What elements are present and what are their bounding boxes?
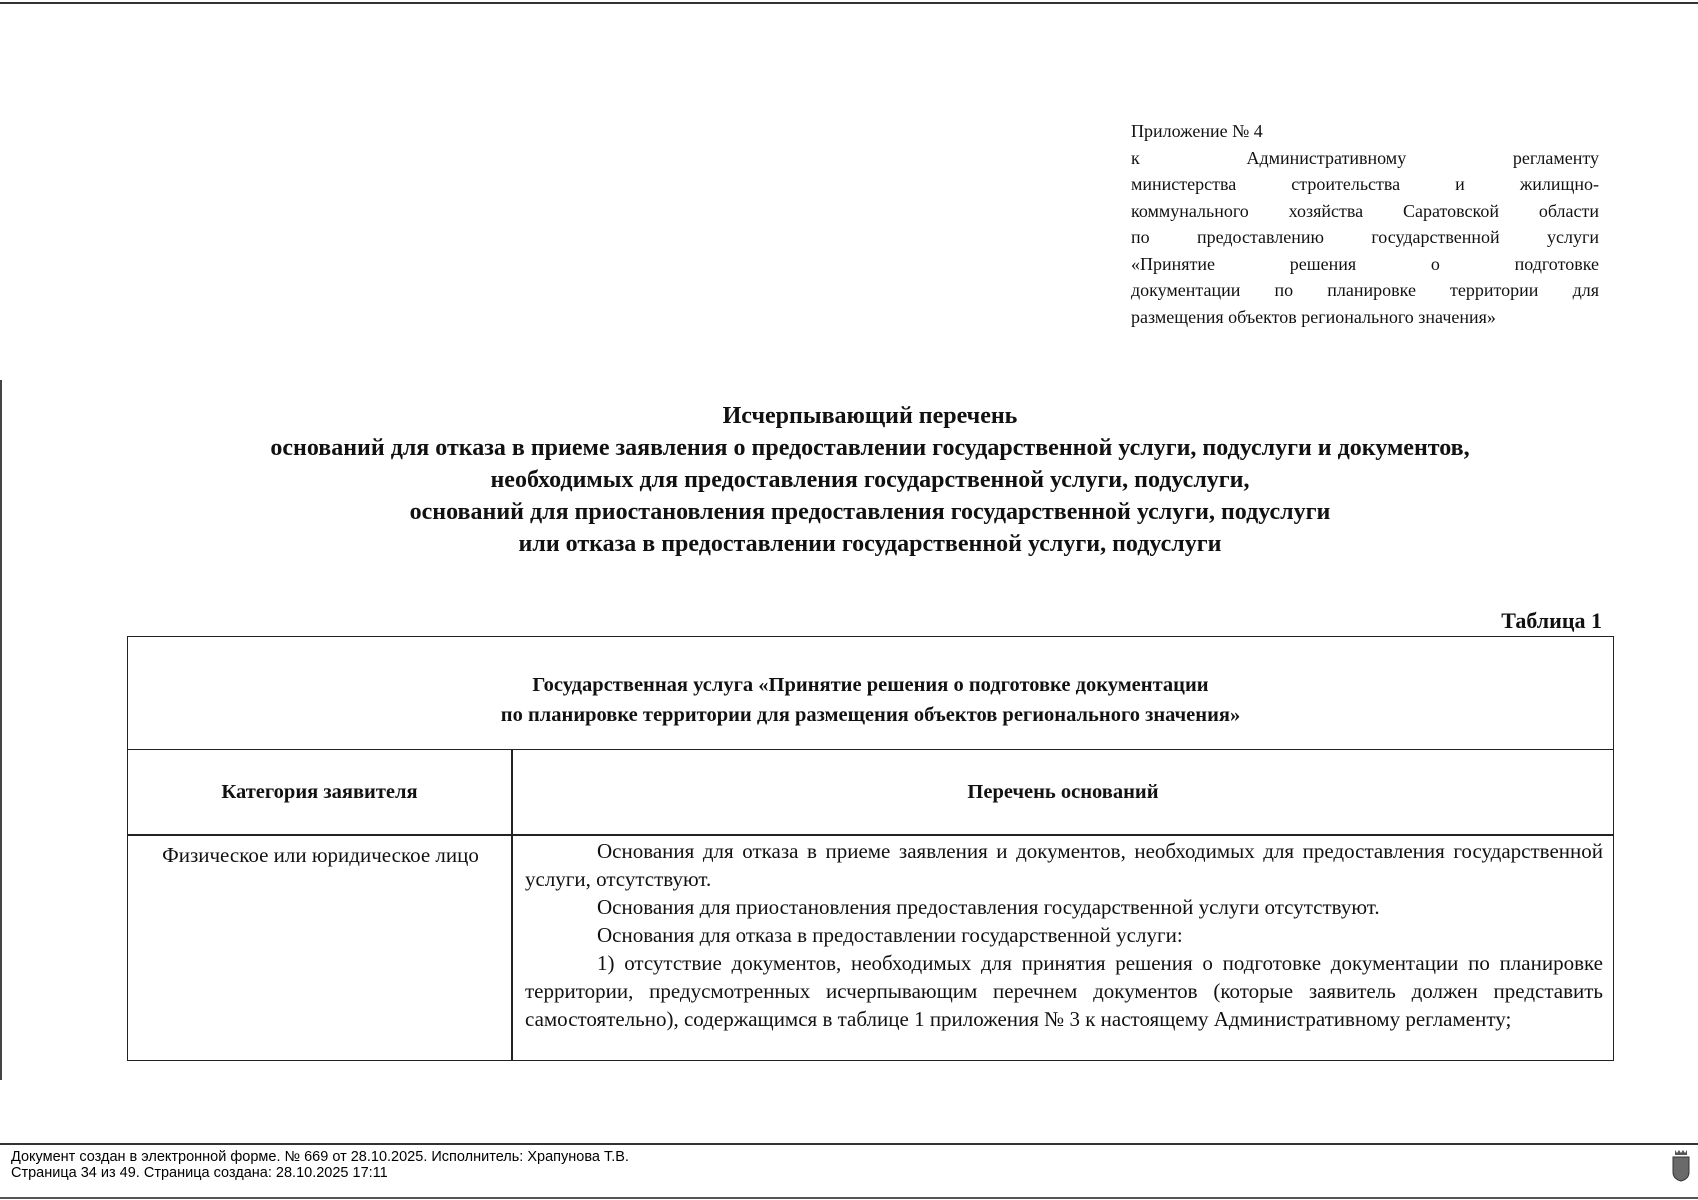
column-header-reasons: Перечень оснований — [967, 780, 1159, 803]
title-line: или отказа в предоставлении государственной услуги, подуслуги — [518, 531, 1222, 557]
title-line: оснований для приостановления предоставления государственной услуги, подуслуги — [409, 499, 1331, 525]
coat-of-arms-icon — [1671, 1148, 1691, 1182]
title-line: оснований для отказа в приеме заявления о предоставлении государственной услуги, подуслуги и документов, — [270, 435, 1470, 461]
footer-line-2: Страница 34 из 49. Страница создана: 28.10.2025 17:11 — [11, 1165, 388, 1181]
appendix-line: коммунального хозяйства Саратовской области — [1131, 200, 1599, 221]
service-header-line: по планировке территории для размещения объектов регионального значения» — [500, 704, 1241, 726]
appendix-line: Приложение № 4 — [1131, 121, 1263, 141]
appendix-line: размещения объектов регионального значения» — [1131, 306, 1496, 327]
table-label: Таблица 1 — [1501, 608, 1602, 633]
reason-paragraph: Основания для отказа в предоставлении государственной услуги: — [597, 923, 1183, 947]
service-header-line: Государственная услуга «Принятие решения о подготовке документации — [532, 674, 1209, 696]
appendix-header — [1131, 118, 1599, 330]
scan-border-bottom — [0, 1197, 1698, 1199]
reason-paragraph: Основания для приостановления предоставления государственной услуги отсутствуют. — [597, 895, 1380, 919]
reason-paragraph: 1) отсутствие документов, необходимых для принятия решения о подготовке документации по планировке территории, предусмотренных исчерпывающим перечнем документов (которые заявитель должен представить самостоятельно), содержащимся в таблице 1 приложения № 3 к настоящему Административному регламенту; — [525, 951, 1603, 1031]
appendix-line: министерства строительства и жилищно- — [1131, 174, 1599, 194]
title-line: необходимых для предоставления государственной услуги, подуслуги, — [490, 467, 1250, 493]
table-cell-category: Физическое или юридическое лицо — [162, 843, 479, 867]
row-divider — [128, 834, 1613, 836]
appendix-line: документации по планировке территории для — [1131, 280, 1599, 300]
table-cell-reasons — [525, 837, 1603, 1033]
document-footer — [11, 1149, 629, 1181]
scan-border-top — [0, 2, 1698, 4]
service-header — [128, 637, 1613, 750]
footer-divider — [0, 1143, 1698, 1145]
grounds-table — [127, 636, 1614, 1061]
footer-line-1: Документ создан в электронной форме. № 669 от 28.10.2025. Исполнитель: Храпунова Т.В. — [11, 1149, 629, 1165]
column-divider — [511, 750, 513, 1060]
scan-border-left — [0, 380, 2, 1080]
document-title — [120, 400, 1620, 560]
column-header-category: Категория заявителя — [221, 780, 418, 803]
appendix-line: по предоставлению государственной услуги — [1131, 227, 1599, 247]
appendix-line: к Административному регламенту — [1131, 147, 1599, 168]
appendix-line: «Принятие решения о подготовке — [1131, 253, 1599, 274]
reason-paragraph: Основания для отказа в приеме заявления и документов, необходимых для предоставления государственной услуги, отсутствуют. — [525, 839, 1603, 891]
title-line: Исчерпывающий перечень — [722, 403, 1018, 429]
